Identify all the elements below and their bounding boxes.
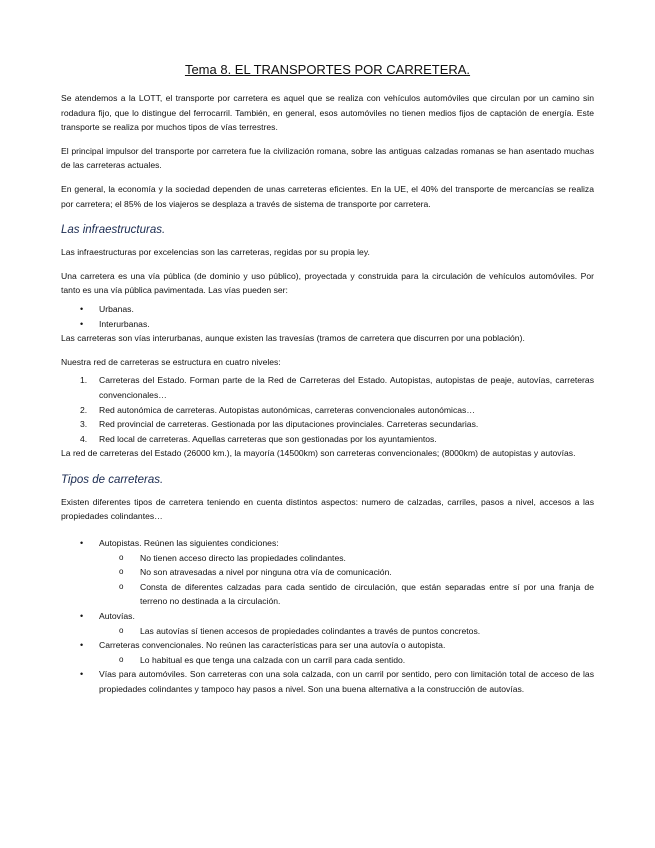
network-levels-list [61,373,594,446]
list-item-autovias: • Autovías. [61,609,594,624]
section-heading-infraestructuras: Las infraestructuras. [61,224,166,237]
list-text: Autopistas. Reúnen las siguientes condiciones: [99,538,279,549]
list-item [61,417,594,432]
tipos-paragraph-1: Existen diferentes tipos de carretera teniendo en cuenta distintos aspectos: numero de calzadas, carriles, pasos a nivel, accesos a las propiedades colindantes… [61,496,594,522]
convencionales-sublist [61,653,594,668]
document-title: Tema 8. EL TRANSPORTES POR CARRETERA. [184,62,471,77]
list-number: 4. [80,433,88,444]
carretera-types-list [61,536,594,551]
section-heading-tipos: Tipos de carreteras. [61,473,164,486]
infra-paragraph-1: Las infraestructuras por excelencias son las carreteras, regidas por su propia ley. [61,247,370,258]
list-number: 2. [80,404,88,415]
sublist-item: o Lo habitual es que tenga una calzada con un carril para cada sentido. [61,653,594,668]
carretera-types-list-3 [61,638,594,653]
road-types-list [61,302,594,331]
sublist-item: o No son atravesadas a nivel por ninguna otra vía de comunicación. [61,565,594,580]
list-item-automoviles: • Vías para automóviles. Son carreteras con una sola calzada, con un carril por sentido, pero con limitación total de acceso de las propiedades colindantes y tampoco hay pasos a nivel. Son una buena alternativa a la construcción de autovías. [61,667,594,696]
list-item-convencionales: • Carreteras convencionales. No reúnen las características para ser una autovía o autopista. [61,638,594,653]
infra-paragraph-4: Nuestra red de carreteras se estructura en cuatro niveles: [61,356,281,367]
list-item [61,403,594,418]
sublist-item: o No tienen acceso directo las propiedades colindantes. [61,551,594,566]
list-item-autopistas [61,536,594,551]
intro-paragraph-3: En general, la economía y la sociedad dependen de unas carreteras eficientes. En la UE, el 40% del transporte de mercancías se realiza por carretera; el 85% de los viajeros se desplaza a través de sistema de transporte por carretera. [61,183,594,209]
carretera-types-list-2 [61,609,594,624]
list-item [61,373,594,402]
intro-paragraph-2: El principal impulsor del transporte por carretera fue la civilización romana, sobre las antiguas calzadas romanas se han asentado muchas de las carreteras actuales. [61,145,594,171]
list-text: Carreteras del Estado. Forman parte de la Red de Carreteras del Estado. Autopistas, autopistas de peaje, autovías, carreteras convencionales… [99,375,594,400]
list-number: 1. [80,375,88,386]
list-text: Red autonómica de carreteras. Autopistas autonómicas, carreteras convencionales autonómicas… [99,404,475,415]
list-number: 3. [80,419,88,430]
list-item: • Interurbanas. [61,317,594,332]
list-text: Red local de carreteras. Aquellas carreteras que son gestionadas por los ayuntamientos. [99,433,437,444]
infra-paragraph-5: La red de carreteras del Estado (26000 km.), la mayoría (14500km) son carreteras convencionales; (8000km) de autopistas y autovías. [61,448,576,459]
carretera-types-list-4 [61,667,594,696]
infra-paragraph-2: Una carretera es una vía pública (de dominio y uso público), proyectada y construida para la circulación de vehículos automóviles. Por tanto es una vía pública pavimentada. Las vías pueden ser: [61,270,594,296]
autopistas-sublist [61,551,594,609]
infra-paragraph-3: Las carreteras son vías interurbanas, aunque existen las travesías (tramos de carretera que discurren por una población). [61,333,525,344]
intro-paragraph-1: Se atendemos a la LOTT, el transporte por carretera es aquel que se realiza con vehículos automóviles que circulan por un camino sin rodadura fijo, que lo distingue del ferrocarril. También, en general, esos automóviles no tienen medios fijos de captación de energía. Este transporte se realiza por muchos tipos de vías terrestres. [61,93,594,133]
list-item: • Urbanas. [61,302,594,317]
autovias-sublist [61,624,594,639]
sublist-item: o Las autovías sí tienen accesos de propiedades colindantes a través de puntos concretos. [61,624,594,639]
list-text: Red provincial de carreteras. Gestionada por las diputaciones provinciales. Carreteras secundarias. [99,419,479,430]
list-item [61,432,594,447]
sublist-item: o Consta de diferentes calzadas para cada sentido de circulación, que están separadas entre sí por una franja de terreno no destinada a la circulación. [61,580,594,609]
